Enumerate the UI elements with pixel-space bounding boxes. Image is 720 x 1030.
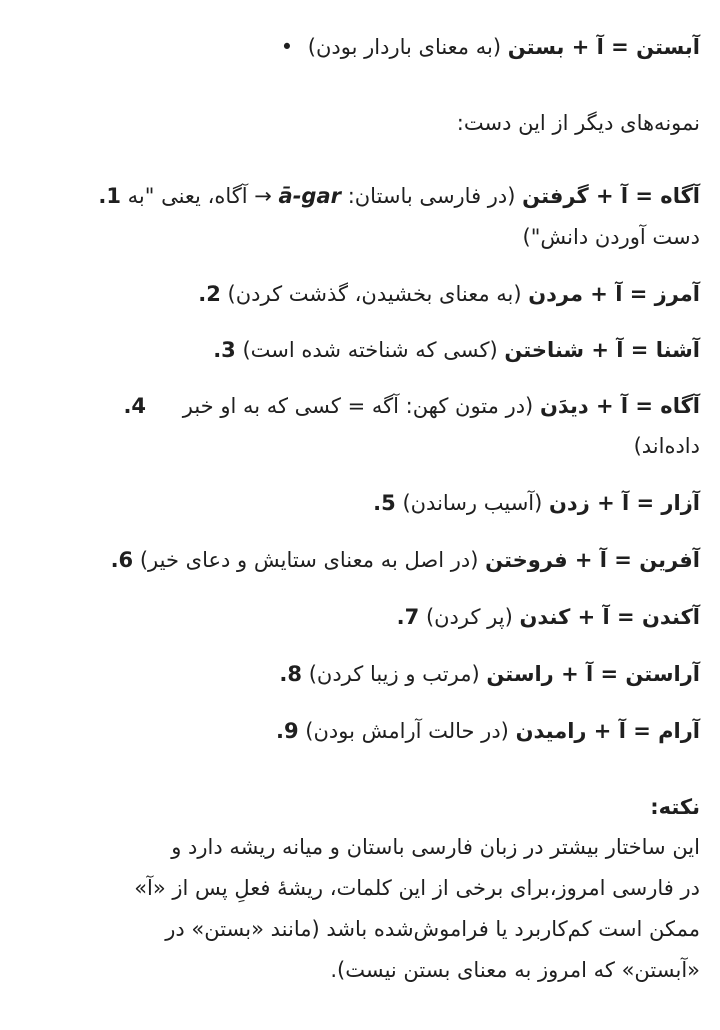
list-item-5: [60, 488, 700, 518]
item-meaning-continued: → آگاه، یعنی "به: [127, 184, 272, 208]
item-meaning: (در متون کهن: آگه = کسی که به او خبر: [182, 394, 534, 418]
list-item-3: [60, 335, 700, 365]
list-item-1: [60, 181, 700, 211]
item-term: آرام = آ + رامیدن: [515, 719, 700, 743]
item-meaning: (در اصل به معنای ستایش و دعای خیر): [139, 548, 479, 572]
list-item-7: [60, 602, 700, 632]
note-line-4: «آبستن» که امروز به معنای بستن نیست).: [330, 958, 700, 982]
list-item-9: [60, 716, 700, 746]
item-term: آگاه = آ + دیدَن: [539, 394, 700, 418]
item-term: آزار = آ + زدن: [549, 491, 700, 515]
note-line-2: در فارسی امروز،برای برخی از این کلمات، ریشهٔ فعلِ پس از «آ»: [134, 876, 700, 900]
note-line-3: ممکن است کم‌کاربرد یا فراموش‌شده باشد (مانند «بستن» در: [165, 917, 700, 941]
item-term: آکندن = آ + کندن: [519, 605, 700, 629]
list-item-2: [60, 279, 700, 309]
intro-term: آبستن = آ + بستن: [507, 35, 700, 59]
item-number: 3.: [213, 338, 236, 362]
item-term: آشنا = آ + شناختن: [504, 338, 700, 362]
item-number: 9.: [275, 719, 299, 743]
list-item-4: [60, 391, 700, 421]
item-number: 6.: [110, 548, 134, 572]
item-meaning: (کسی که شناخته شده است): [242, 338, 498, 362]
note-line-1: این ساختار بیشتر در زبان فارسی باستان و میانه ریشه دارد و: [171, 835, 700, 859]
item-number: 7.: [396, 605, 420, 629]
item-term: آراستن = آ + راستن: [486, 662, 700, 686]
item-number: 4.: [123, 394, 147, 418]
list-item-4-wrap: داده‌اند): [633, 434, 700, 458]
list-item-6: [60, 545, 700, 575]
latin-term: ā-gar: [278, 184, 341, 208]
note-title: نکته:: [650, 795, 700, 819]
item-meaning: (در حالت آرامش بودن): [305, 719, 509, 743]
item-number: 2.: [198, 282, 221, 306]
list-item-8: [60, 659, 700, 689]
examples-heading: نمونه‌های دیگر از این دست:: [456, 111, 700, 135]
item-term: آمرز = آ + مردن: [528, 282, 700, 306]
item-meaning: (به معنای بخشیدن، گذشت کردن): [227, 282, 522, 306]
item-term: آفرین = آ + فروختن: [485, 548, 700, 572]
list-item-1-wrap: دست آوردن دانش"): [522, 225, 700, 249]
item-number: 5.: [373, 491, 396, 515]
intro-line: [60, 32, 700, 62]
item-meaning: (پر کردن): [425, 605, 513, 629]
intro-meaning: (به معنای باردار بودن): [307, 35, 502, 59]
item-number: 1.: [98, 184, 121, 208]
bullet: •: [280, 35, 294, 59]
item-number: 8.: [279, 662, 303, 686]
item-meaning: (در فارسی باستان:: [347, 184, 516, 208]
item-meaning: (مرتب و زیبا کردن): [308, 662, 480, 686]
item-term: آگاه = آ + گرفتن: [522, 184, 700, 208]
item-meaning: (آسیب رساندن): [402, 491, 543, 515]
